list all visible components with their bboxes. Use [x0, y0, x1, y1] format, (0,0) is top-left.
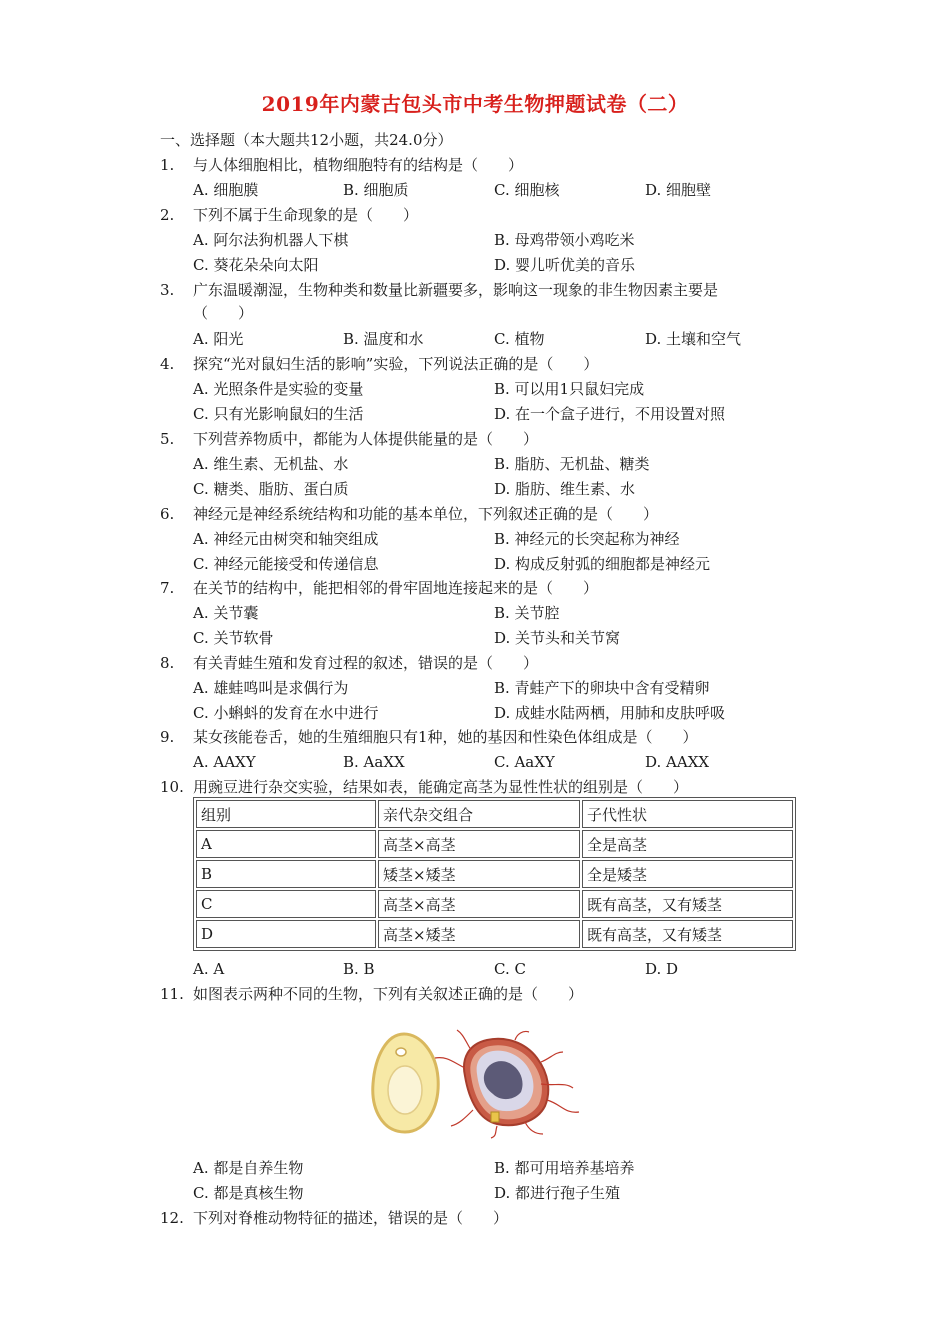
table-cell: C — [196, 890, 376, 918]
option-b: B. 青蛙产下的卵块中含有受精卵 — [494, 679, 710, 697]
table-row — [196, 860, 793, 888]
question-text: 用豌豆进行杂交实验，结果如表，能确定高茎为显性性状的组别是（ ） — [193, 778, 689, 796]
question-number: 5. — [160, 430, 175, 448]
option-b: B. 母鸡带领小鸡吃米 — [494, 231, 635, 249]
option-a: A. 维生素、无机盐、水 — [193, 455, 349, 473]
table-header: 子代性状 — [582, 800, 793, 828]
option-c: C. 关节软骨 — [193, 629, 274, 647]
question-number: 2. — [160, 206, 175, 224]
question-text: 下列对脊椎动物特征的描述，错误的是（ ） — [193, 1209, 509, 1227]
question-text: 神经元是神经系统结构和功能的基本单位，下列叙述正确的是（ ） — [193, 505, 659, 523]
table-row — [196, 830, 793, 858]
option-c: C. 糖类、脂肪、蛋白质 — [193, 480, 349, 498]
option-b: B. 神经元的长突起称为神经 — [494, 530, 680, 548]
table-cell: B — [196, 860, 376, 888]
table-cell: 全是矮茎 — [582, 860, 793, 888]
question-number: 3. — [160, 281, 175, 299]
option-d: D. 成蛙水陆两栖，用肺和皮肤呼吸 — [494, 704, 726, 722]
option-c: C. AaXY — [494, 753, 555, 771]
question-text: 探究“光对鼠妇生活的影响”实验，下列说法正确的是（ ） — [193, 355, 599, 373]
question-text: 与人体细胞相比，植物细胞特有的结构是（ ） — [193, 156, 524, 174]
table-cell: 矮茎×矮茎 — [378, 860, 580, 888]
option-d: D. AAXX — [645, 753, 710, 771]
question-text-continued: （ ） — [193, 304, 254, 322]
option-a: A. 神经元由树突和轴突组成 — [193, 530, 379, 548]
option-c: C. C — [494, 960, 526, 978]
option-d: D. 构成反射弧的细胞都是神经元 — [494, 555, 711, 573]
question-text: 下列营养物质中，都能为人体提供能量的是（ ） — [193, 430, 539, 448]
option-d: D. 土壤和空气 — [645, 330, 742, 348]
option-d: D. 关节头和关节窝 — [494, 629, 621, 647]
question-number: 1. — [160, 156, 175, 174]
question-number: 11. — [160, 985, 184, 1003]
option-b: B. 可以用1只鼠妇完成 — [494, 380, 645, 398]
option-a: A. 关节囊 — [193, 604, 259, 622]
option-b: B. 温度和水 — [343, 330, 424, 348]
option-c: C. 葵花朵朵向太阳 — [193, 256, 319, 274]
question-text: 在关节的结构中，能把相邻的骨牢固地连接起来的是（ ） — [193, 579, 599, 597]
option-c: C. 细胞核 — [494, 181, 560, 199]
question-text: 广东温暖潮湿，生物种类和数量比新疆要多，影响这一现象的非生物因素主要是 — [193, 281, 719, 299]
bacterium-illustration — [435, 1030, 579, 1138]
option-a: A. 都是自养生物 — [193, 1159, 304, 1177]
question-text: 如图表示两种不同的生物，下列有关叙述正确的是（ ） — [193, 985, 584, 1003]
table-cell: D — [196, 920, 376, 948]
option-a: A. 阳光 — [193, 330, 244, 348]
table-cell: 高茎×矮茎 — [378, 920, 580, 948]
question-number: 12. — [160, 1209, 184, 1227]
table-cell: 既有高茎，又有矮茎 — [582, 920, 793, 948]
option-a: A. 光照条件是实验的变量 — [193, 380, 364, 398]
option-a: A. A — [193, 960, 225, 978]
option-a: A. 雄蛙鸣叫是求偶行为 — [193, 679, 349, 697]
section-heading: 一、选择题（本大题共12小题，共24.0分） — [160, 131, 453, 149]
option-d: D. 婴儿听优美的音乐 — [494, 256, 636, 274]
option-d: D. 都进行孢子生殖 — [494, 1184, 621, 1202]
option-b: B. 都可用培养基培养 — [494, 1159, 635, 1177]
option-d: D. 细胞壁 — [645, 181, 712, 199]
yeast-cell-illustration — [373, 1034, 438, 1132]
option-b: B. AaXX — [343, 753, 405, 771]
table-header: 亲代杂交组合 — [378, 800, 580, 828]
table-header: 组别 — [196, 800, 376, 828]
option-b: B. 细胞质 — [343, 181, 409, 199]
option-c: C. 植物 — [494, 330, 545, 348]
option-d: D. D — [645, 960, 679, 978]
table-cell: 全是高茎 — [582, 830, 793, 858]
organisms-figure — [365, 1028, 585, 1140]
question-number: 4. — [160, 355, 175, 373]
option-d: D. 在一个盒子进行，不用设置对照 — [494, 405, 726, 423]
option-b: B. B — [343, 960, 375, 978]
option-d: D. 脂肪、维生素、水 — [494, 480, 636, 498]
table-cell: 高茎×高茎 — [378, 830, 580, 858]
table-cell: 高茎×高茎 — [378, 890, 580, 918]
option-c: C. 神经元能接受和传递信息 — [193, 555, 379, 573]
option-b: B. 关节腔 — [494, 604, 560, 622]
question-number: 8. — [160, 654, 175, 672]
table-cell: 既有高茎，又有矮茎 — [582, 890, 793, 918]
question-number: 7. — [160, 579, 175, 597]
option-c: C. 小蝌蚪的发育在水中进行 — [193, 704, 379, 722]
option-c: C. 只有光影响鼠妇的生活 — [193, 405, 364, 423]
option-a: A. 阿尔法狗机器人下棋 — [193, 231, 349, 249]
page-title: 2019年内蒙古包头市中考生物押题试卷（二） — [261, 92, 689, 116]
table-header-row — [196, 800, 793, 828]
table-row — [196, 920, 793, 948]
question-text: 有关青蛙生殖和发育过程的叙述，错误的是（ ） — [193, 654, 539, 672]
option-a: A. AAXY — [193, 753, 256, 771]
option-b: B. 脂肪、无机盐、糖类 — [494, 455, 650, 473]
question-text: 下列不属于生命现象的是（ ） — [193, 206, 419, 224]
option-c: C. 都是真核生物 — [193, 1184, 304, 1202]
table-row — [196, 890, 793, 918]
question-number: 10. — [160, 778, 184, 796]
cross-results-table — [193, 797, 796, 951]
option-a: A. 细胞膜 — [193, 181, 259, 199]
question-number: 6. — [160, 505, 175, 523]
question-text: 某女孩能卷舌，她的生殖细胞只有1种，她的基因和性染色体组成是（ ） — [193, 728, 698, 746]
question-number: 9. — [160, 728, 175, 746]
table-cell: A — [196, 830, 376, 858]
